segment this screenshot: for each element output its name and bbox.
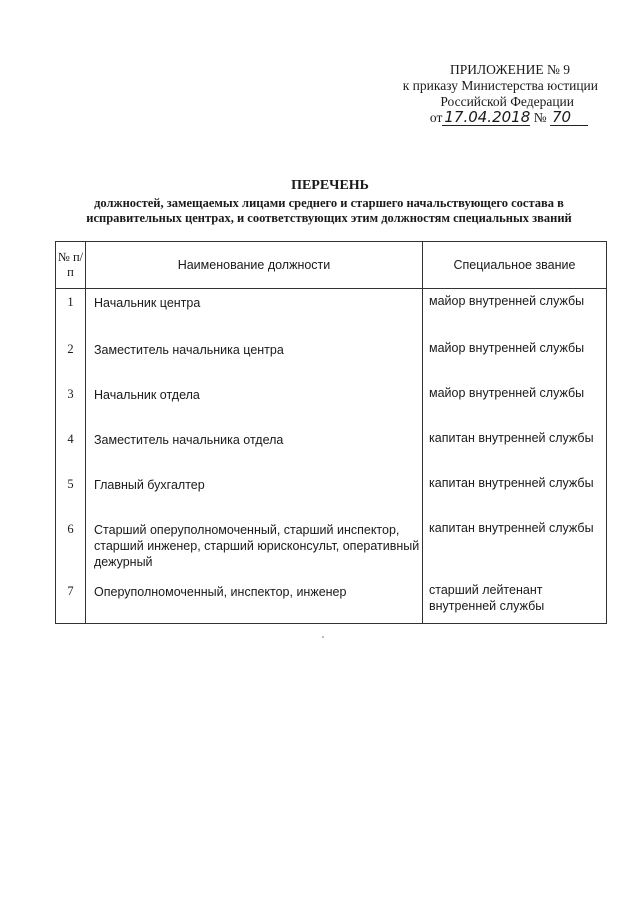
header-rank [423, 242, 607, 289]
row-num: 5 [56, 471, 86, 516]
header-position-label: Наименование должности [177, 257, 331, 272]
row-num: 2 [56, 336, 86, 381]
table-header-row [56, 242, 607, 289]
appendix-header [403, 62, 598, 126]
row-num: 6 [56, 516, 86, 578]
date-prefix: от [429, 110, 443, 125]
document-subtitle: должностей, замещаемых лицами среднего и старшего начальствующего состава в исправительных центрах, и соответствующих этим должностям специальных званий [86, 196, 572, 225]
document-title: ПЕРЕЧЕНЬ [291, 178, 369, 193]
row-rank: капитан внутренней службы [423, 471, 607, 516]
appendix-order-line: к приказу Министерства юстиции [402, 78, 598, 93]
number-prefix: № [533, 110, 547, 125]
row-num: 3 [56, 381, 86, 426]
row-position: Начальник центра [86, 289, 423, 337]
header-num-label: № п/п [57, 250, 84, 279]
row-position: Главный бухгалтер [86, 471, 423, 516]
header-position [86, 242, 423, 289]
row-rank: майор внутренней службы [423, 336, 607, 381]
row-rank: майор внутренней службы [423, 289, 607, 337]
row-position: Начальник отдела [86, 381, 423, 426]
table-row [56, 381, 607, 426]
row-num: 1 [56, 289, 86, 337]
appendix-title: ПРИЛОЖЕНИЕ № 9 [449, 62, 570, 77]
row-rank: капитан внутренней службы [423, 516, 607, 578]
table-row [56, 289, 607, 337]
appendix-date-line [403, 110, 588, 126]
header-num [56, 242, 86, 289]
row-num: 7 [56, 578, 86, 624]
table-row [56, 336, 607, 381]
table-row [56, 516, 607, 578]
row-num: 4 [56, 426, 86, 471]
appendix-federation-line: Российской Федерации [440, 94, 574, 109]
table-row [56, 426, 607, 471]
row-position: Заместитель начальника отдела [86, 426, 423, 471]
table-row [56, 578, 607, 624]
row-rank: майор внутренней службы [423, 381, 607, 426]
table-row [56, 471, 607, 516]
handwritten-date: 17.04.2018 [444, 108, 531, 126]
row-rank: старший лейтенант внутренней службы [423, 578, 607, 624]
header-rank-label: Специальное звание [453, 257, 576, 272]
scan-speck [322, 636, 324, 638]
row-rank: капитан внутренней службы [423, 426, 607, 471]
handwritten-number: 70 [550, 110, 588, 126]
positions-table [55, 241, 607, 624]
row-position: Заместитель начальника центра [86, 336, 423, 381]
row-position: Старший оперуполномоченный, старший инспектор, старший инженер, старший юрисконсульт, оперативный дежурный [86, 516, 423, 578]
row-position: Оперуполномоченный, инспектор, инженер [86, 578, 423, 624]
